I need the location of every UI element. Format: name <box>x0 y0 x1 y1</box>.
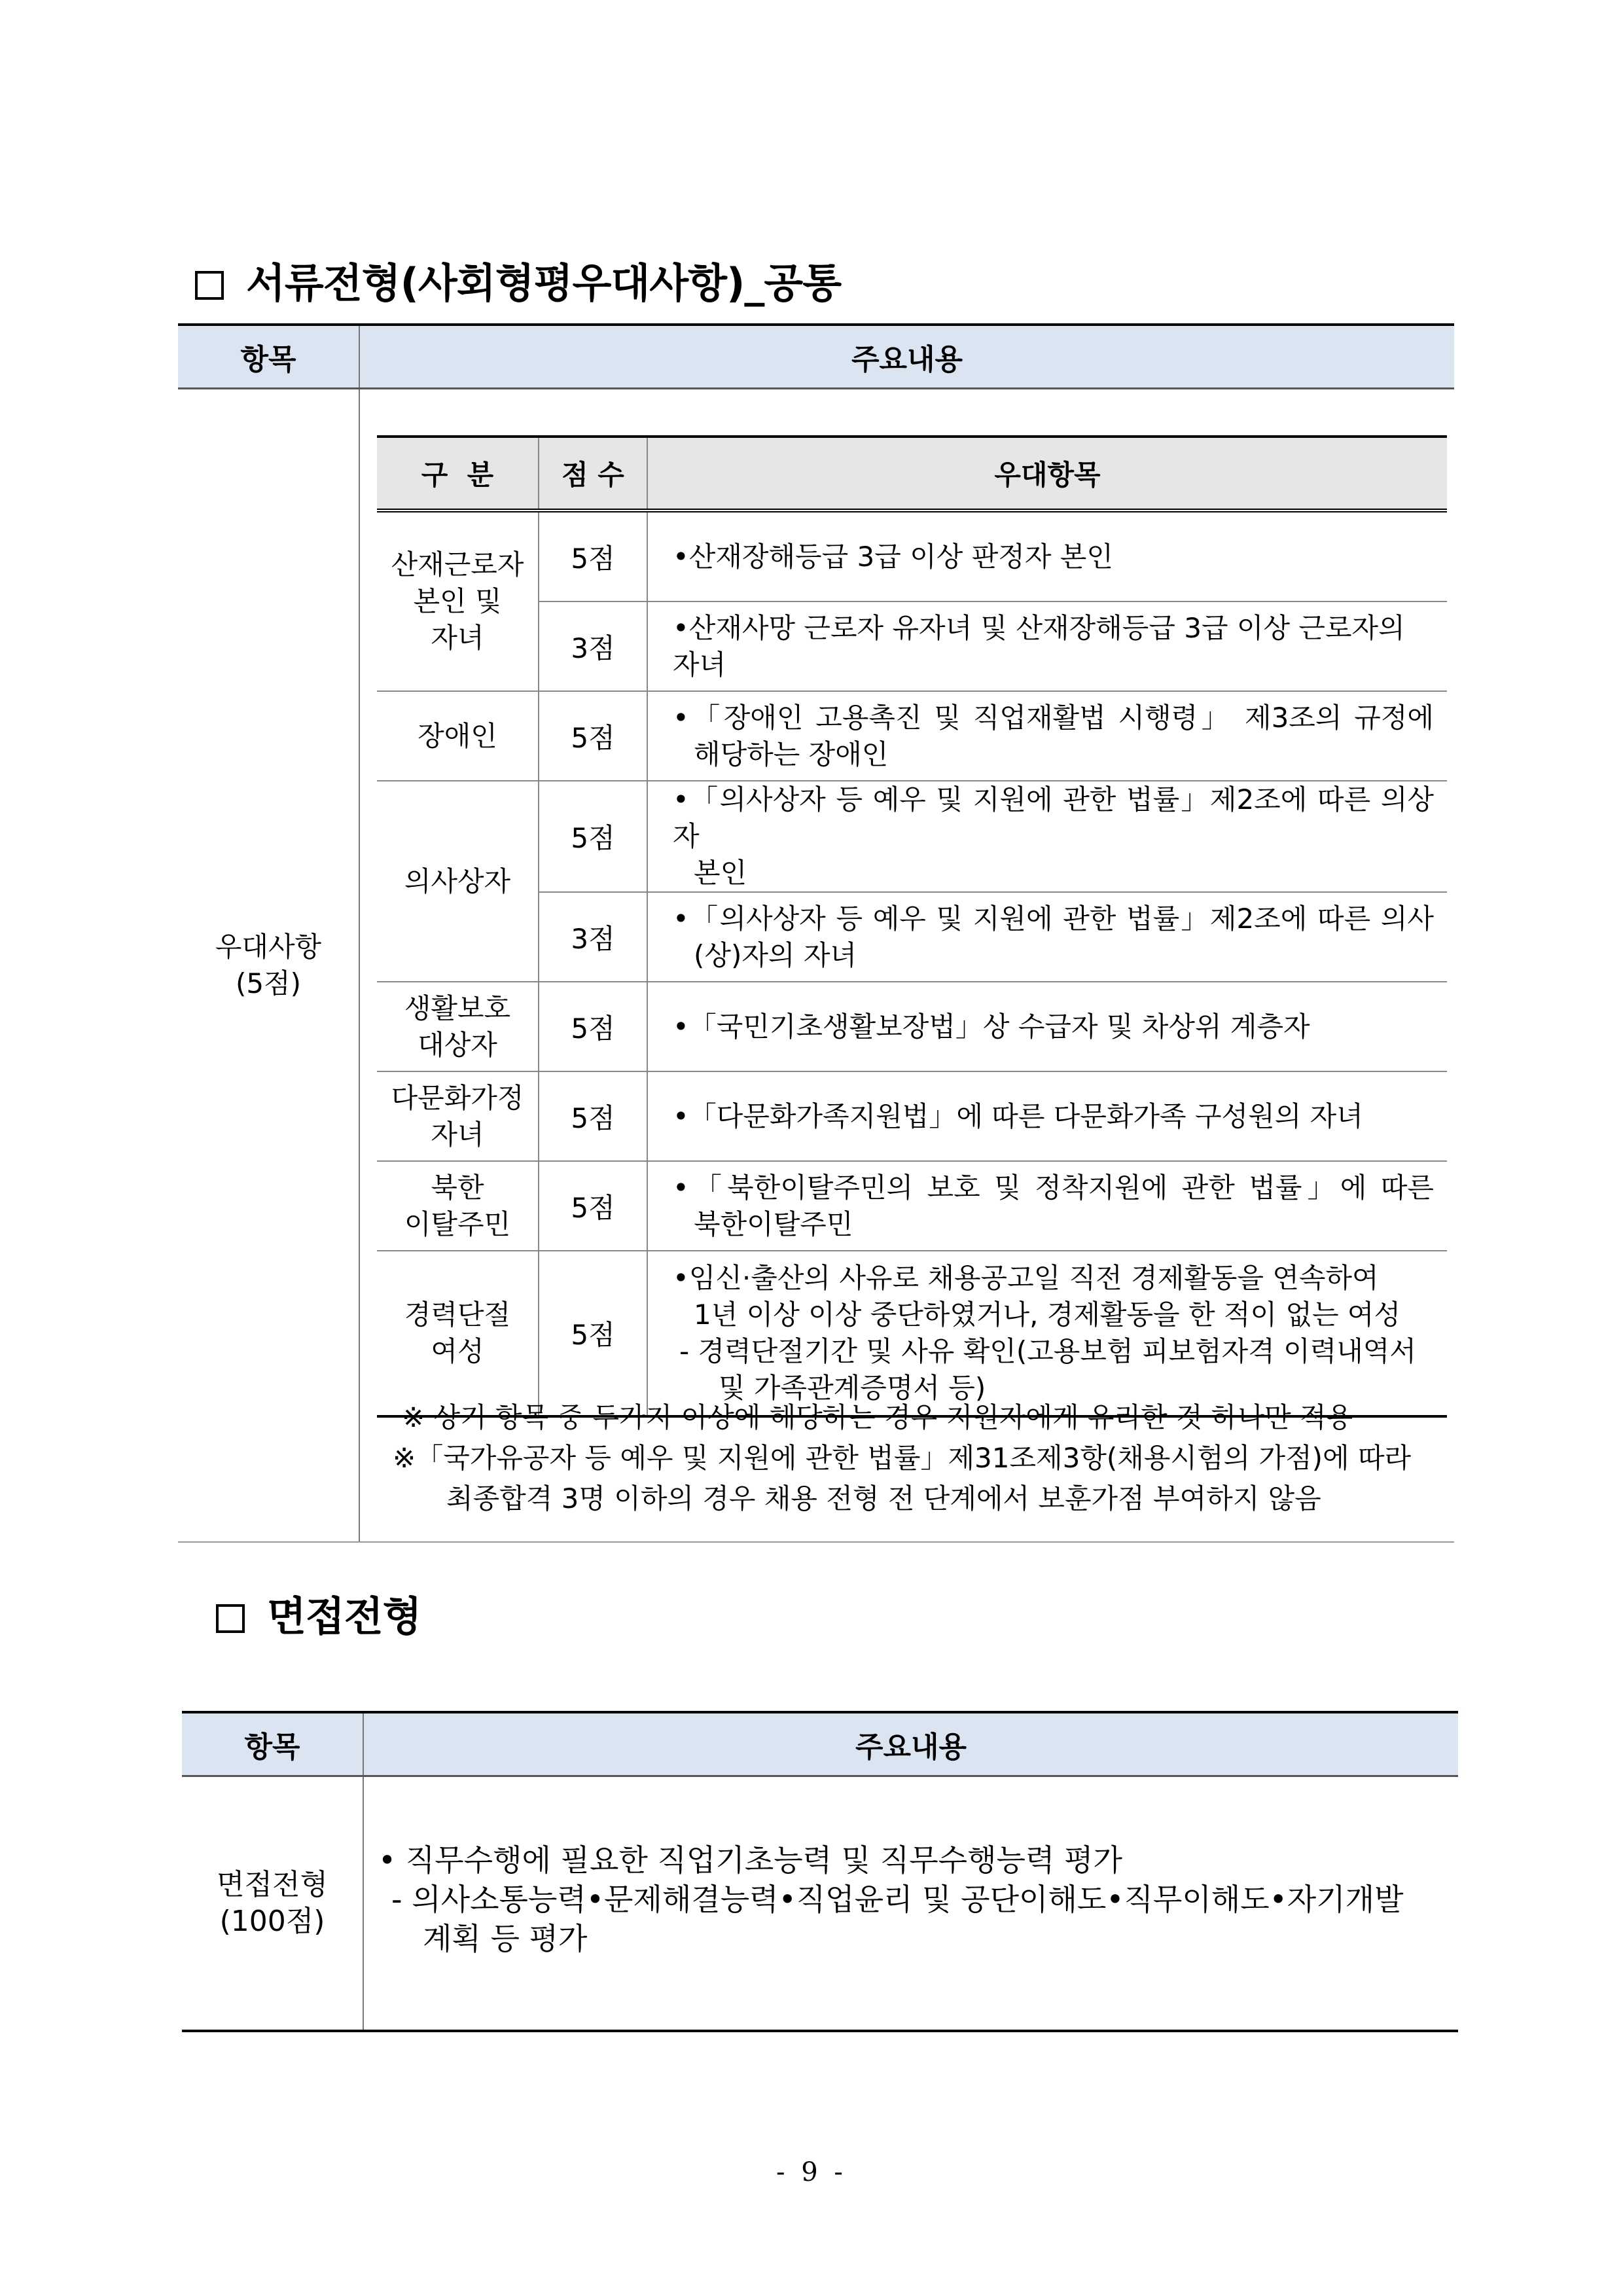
description-cell: •산재장해등급 3급 이상 판정자 본인 <box>647 511 1447 601</box>
points-cell: 5점 <box>539 691 647 781</box>
table-row <box>377 1251 1447 1416</box>
inner-header-items: 우대항목 <box>647 437 1447 511</box>
note-line: ※「국가유공자 등 예우 및 지원에 관한 법률」제31조제3항(채용시험의 가점)에 따라 <box>393 1442 1412 1474</box>
interview-line: - 의사소통능력•문제해결능력•직업윤리 및 공단이해도•직무이해도•자기개발 <box>391 1882 1404 1917</box>
interview-content <box>378 1840 1445 1958</box>
table-row <box>377 1071 1447 1161</box>
points-cell: 3점 <box>539 892 647 982</box>
points-cell: 5점 <box>539 511 647 601</box>
checkbox-square-icon <box>195 271 224 300</box>
interview-line: 계획 등 평가 <box>423 1921 588 1956</box>
section-title-interview <box>216 1584 421 1642</box>
points-cell: 5점 <box>539 1251 647 1416</box>
points-cell: 3점 <box>539 601 647 691</box>
description-cell: •임신·출산의 사유로 채용공고일 직전 경제활동을 연속하여 1년 이상 이상 중단하였거나, 경제활동을 한 적이 없는 여성 - 경력단절기간 및 사유 확인(고용보험 피보험자격 이력내역서 및 가족관계증명서 등) <box>647 1251 1447 1416</box>
row-label-line2: (100점) <box>219 1905 325 1938</box>
table-row <box>377 1161 1447 1251</box>
description-cell: •「장애인 고용촉진 및 직업재활법 시행령」 제3조의 규정에 해당하는 장애인 <box>647 691 1447 781</box>
note-line: ※ 상기 항목 중 두가지 이상에 해당하는 경우 지원자에게 유리한 것 하나만 적용 <box>402 1401 1353 1433</box>
points-cell: 5점 <box>539 781 647 892</box>
description-cell: •「의사상자 등 예우 및 지원에 관한 법률」제2조에 따른 의사 (상)자의 자녀 <box>647 892 1447 982</box>
header-content: 주요내용 <box>363 1712 1458 1776</box>
row-label-line1: 면접전형 <box>216 1868 328 1901</box>
checkbox-square-icon <box>216 1604 245 1633</box>
page-number: - 9 - <box>776 2157 847 2187</box>
points-cell: 5점 <box>539 982 647 1071</box>
interview-line: • 직무수행에 필요한 직업기초능력 및 직무수행능력 평가 <box>378 1842 1122 1878</box>
description-cell: •산재사망 근로자 유자녀 및 산재장해등급 3급 이상 근로자의 자녀 <box>647 601 1447 691</box>
description-cell: •「의사상자 등 예우 및 지원에 관한 법률」제2조에 따른 의상자 본인 <box>647 781 1447 892</box>
category-north-korean-defector: 북한 이탈주민 <box>377 1161 539 1251</box>
category-multicultural: 다문화가정 자녀 <box>377 1071 539 1161</box>
header-item: 항목 <box>182 1712 363 1776</box>
points-cell: 5점 <box>539 1161 647 1251</box>
section-title-text: 서류전형(사회형평우대사항)_공통 <box>246 259 842 307</box>
description-cell: •「북한이탈주민의 보호 및 정착지원에 관한 법률」에 따른 북한이탈주민 <box>647 1161 1447 1251</box>
table-row <box>377 781 1447 892</box>
preference-items-table <box>377 435 1447 1418</box>
header-item: 항목 <box>178 325 359 389</box>
category-disabled: 장애인 <box>377 691 539 781</box>
row-label-line1: 우대사항 <box>215 931 322 963</box>
header-content: 주요내용 <box>359 325 1454 389</box>
category-livelihood: 생활보호 대상자 <box>377 982 539 1071</box>
table-row <box>377 511 1447 601</box>
note-line: 최종합격 3명 이하의 경우 채용 전형 전 단계에서 보훈가점 부여하지 않음 <box>446 1482 1321 1515</box>
notes <box>393 1397 1440 1519</box>
category-career-break-women: 경력단절 여성 <box>377 1251 539 1416</box>
row-label-line2: (5점) <box>235 967 302 999</box>
row-label-preference <box>178 389 359 1543</box>
category-righteous-casualty: 의사상자 <box>377 781 539 982</box>
description-cell: •「다문화가족지원법」에 따른 다문화가족 구성원의 자녀 <box>647 1071 1447 1161</box>
row-label-interview <box>182 1776 363 2032</box>
table-row <box>377 691 1447 781</box>
points-cell: 5점 <box>539 1071 647 1161</box>
section-title-text: 면접전형 <box>267 1592 421 1640</box>
section-title-document <box>195 251 841 309</box>
description-cell: •「국민기초생활보장법」상 수급자 및 차상위 계층자 <box>647 982 1447 1071</box>
table-row <box>377 982 1447 1071</box>
category-industrial-accident: 산재근로자 본인 및 자녀 <box>377 511 539 691</box>
inner-header-points: 점 수 <box>539 437 647 511</box>
inner-header-category: 구 분 <box>377 437 539 511</box>
